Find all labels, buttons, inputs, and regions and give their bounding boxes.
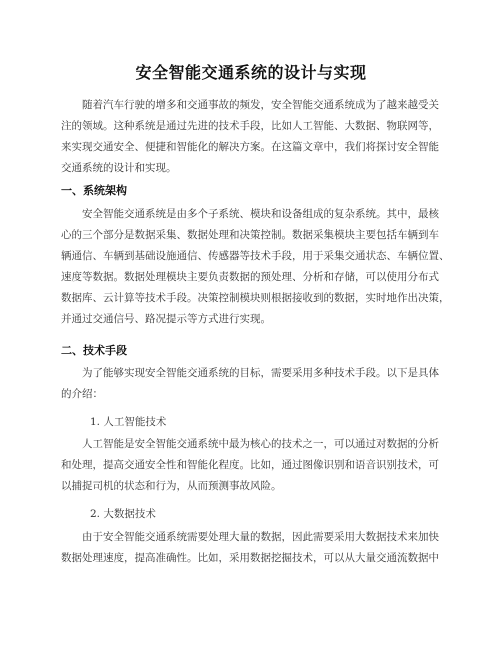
- big-data-paragraph: [61, 527, 445, 569]
- text-line: 和处理，提高交通安全性和智能化程度。比如，通过图像识别和语音识别技术，可: [61, 459, 439, 471]
- subheading-big-data: 2. 大数据技术: [90, 508, 156, 520]
- intro-paragraph: [61, 95, 445, 179]
- techniques-intro-paragraph: [61, 363, 445, 405]
- text-line: 的介绍：: [61, 388, 103, 400]
- section-heading-architecture: 一、系统架构: [61, 184, 127, 197]
- text-line: 来实现交通安全、便捷和智能化的解决方案。在这篇文章中，我们将探讨安全智能: [61, 141, 439, 153]
- text-line: 心的三个部分是数据采集、数据处理和决策控制。数据采集模块主要包括车辆到车: [61, 229, 439, 241]
- text-line: 注的领域。这种系统是通过先进的技术手段，比如人工智能、大数据、物联网等，: [61, 120, 439, 132]
- text-line: 人工智能是安全智能交通系统中最为核心的技术之一，可以通过对数据的分析: [82, 438, 439, 450]
- text-line: 以捕捉司机的状态和行为，从而预测事故风险。: [61, 480, 282, 492]
- ai-paragraph: [61, 434, 445, 497]
- text-line: 交通系统的设计和实现。: [61, 162, 177, 174]
- text-line: 为了能够实现安全智能交通系统的目标，需要采用多种技术手段。以下是具体: [82, 367, 439, 379]
- text-line: 数据库、云计算等技术手段。决策控制模块则根据接收到的数据，实时地作出决策，: [61, 292, 450, 304]
- text-line: 随着汽车行驶的增多和交通事故的频发，安全智能交通系统成为了越来越受关: [82, 99, 439, 111]
- architecture-paragraph: [61, 204, 450, 330]
- text-line: 并通过交通信号、路况提示等方式进行实现。: [61, 313, 271, 325]
- text-line: 由于安全智能交通系统需要处理大量的数据，因此需要采用大数据技术来加快: [82, 531, 439, 543]
- text-line: 安全智能交通系统是由多个子系统、模块和设备组成的复杂系统。其中，最核: [82, 208, 439, 220]
- text-line: 辆通信、车辆到基础设施通信、传感器等技术手段，用于采集交通状态、车辆位置、: [61, 250, 450, 262]
- text-line: 速度等数据。数据处理模块主要负责数据的预处理、分析和存储，可以使用分布式: [61, 271, 439, 283]
- section-heading-techniques: 二、技术手段: [61, 344, 127, 357]
- subheading-ai: 1. 人工智能技术: [90, 416, 167, 428]
- document-title: 安全智能交通系统的设计与实现: [135, 63, 367, 82]
- text-line: 数据处理速度，提高准确性。比如，采用数据挖掘技术，可以从大量交通流数据中: [61, 552, 439, 564]
